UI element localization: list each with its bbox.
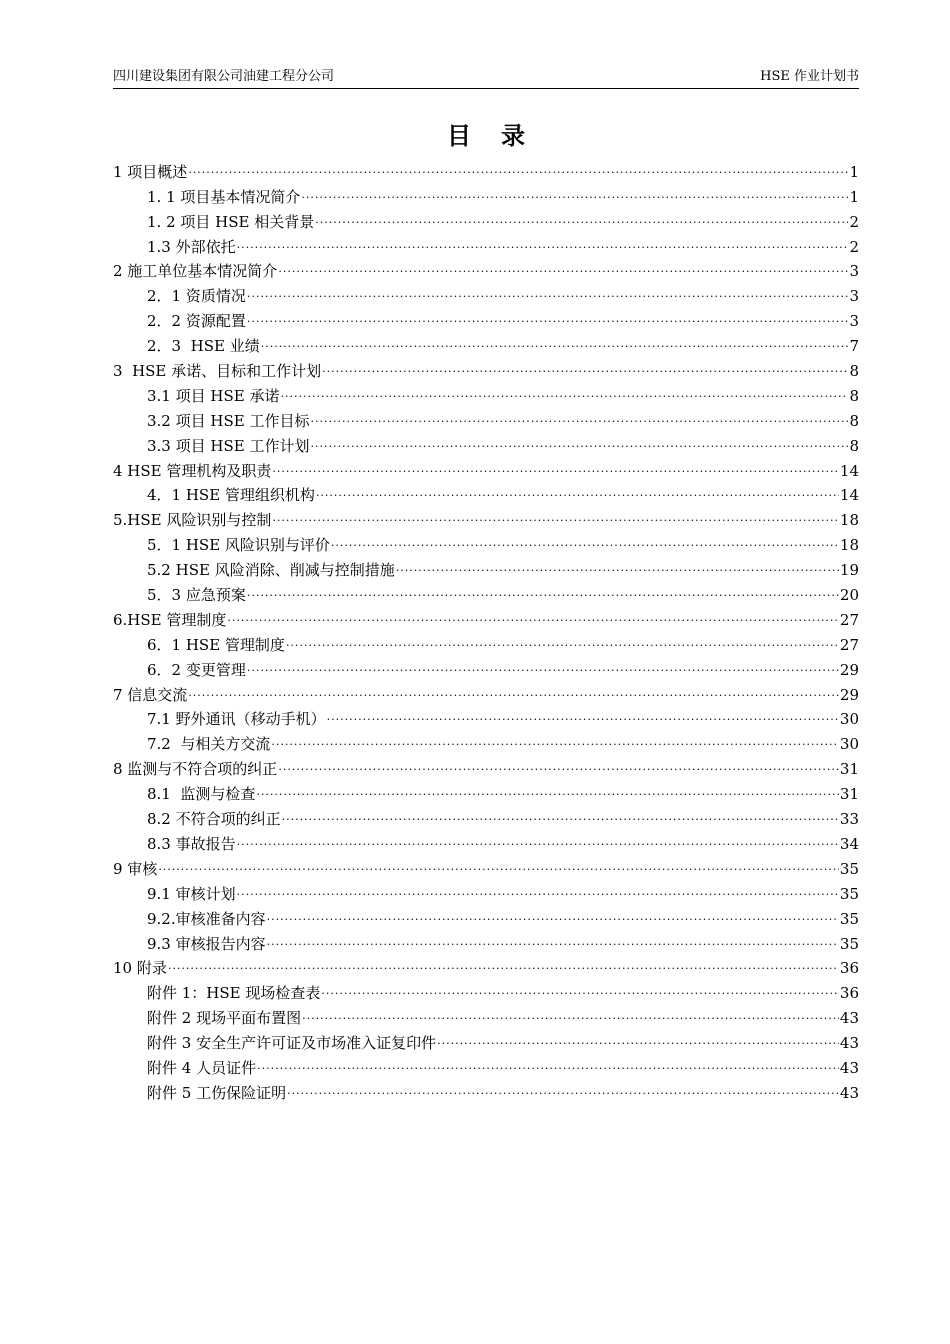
toc-entry-label: 8.3 事故报告 (147, 834, 236, 853)
toc-entry-label: 2．3 HSE 业绩 (147, 337, 260, 356)
toc-entry-label: 2．1 资质情况 (147, 287, 246, 306)
toc-entry-page: 14 (839, 486, 859, 505)
toc-entry-level2[interactable] (113, 1003, 859, 1028)
toc-entry-level2[interactable] (113, 804, 859, 829)
toc-entry-level2[interactable] (113, 306, 859, 331)
toc-entry-level2[interactable] (113, 1053, 859, 1078)
toc-entry-level2[interactable] (113, 381, 859, 406)
toc-leader-dots (437, 1033, 839, 1049)
toc-entry-page: 3 (849, 312, 859, 331)
toc-entry-page: 43 (839, 1009, 859, 1028)
toc-entry-label: 附件 3 安全生产许可证及市场准入证复印件 (147, 1034, 437, 1053)
toc-entry-page: 1 (849, 162, 859, 181)
toc-entry-level2[interactable] (113, 555, 859, 580)
toc-leader-dots (227, 610, 839, 626)
toc-entry-label: 9 审核 (113, 859, 158, 878)
header-company: 四川建设集团有限公司油建工程分公司 (113, 69, 335, 84)
toc-leader-dots (301, 187, 848, 203)
toc-entry-level2[interactable] (113, 1078, 859, 1103)
toc-leader-dots (315, 212, 848, 228)
toc-leader-dots (237, 834, 839, 850)
toc-entry-level1[interactable] (113, 356, 859, 381)
toc-entry-label: 9.1 审核计划 (147, 884, 236, 903)
toc-entry-label: 10 附录 (113, 959, 167, 978)
toc-entry-label: 8.1 监测与检查 (147, 785, 256, 804)
toc-entry-page: 18 (839, 536, 859, 555)
toc-entry-page: 3 (849, 287, 859, 306)
toc-entry-level1[interactable] (113, 257, 859, 282)
toc-entry-label: 3.3 项目 HSE 工作计划 (147, 436, 310, 455)
toc-entry-level2[interactable] (113, 1028, 859, 1053)
toc-entry-label: 1 项目概述 (113, 162, 188, 181)
toc-entry-page: 35 (839, 934, 859, 953)
toc-entry-level2[interactable] (113, 182, 859, 207)
toc-entry-page: 34 (839, 834, 859, 853)
toc-entry-label: 5.2 HSE 风险消除、削减与控制措施 (147, 561, 395, 580)
toc-title: 目录 (447, 122, 555, 150)
toc-leader-dots (396, 560, 839, 576)
toc-entry-level1[interactable] (113, 754, 859, 779)
toc-entry-level1[interactable] (113, 954, 859, 979)
toc-entry-level1[interactable] (113, 157, 859, 182)
toc-entry-label: 附件 5 工伤保险证明 (147, 1083, 287, 1102)
header-doc-title: HSE 作业计划书 (760, 69, 859, 84)
toc-entry-page: 27 (839, 610, 859, 629)
toc-entry-label: 7.2 与相关方交流 (147, 735, 271, 754)
toc-leader-dots (267, 909, 839, 925)
toc-entry-level2[interactable] (113, 232, 859, 257)
toc-entry-label: 6．2 变更管理 (147, 660, 246, 679)
toc-entry-label: 7.1 野外通讯（移动手机） (147, 710, 326, 729)
toc-entry-page: 35 (839, 884, 859, 903)
toc-entry-label: 9.2.审核准备内容 (147, 909, 266, 928)
toc-entry-page: 2 (849, 237, 859, 256)
toc-leader-dots (286, 635, 839, 651)
toc-entry-label: 3.1 项目 HSE 承诺 (147, 386, 280, 405)
toc-entry-page: 1 (849, 187, 859, 206)
toc-entry-page: 20 (839, 586, 859, 605)
toc-leader-dots (237, 884, 839, 900)
toc-leader-dots (168, 958, 839, 974)
toc-entry-level2[interactable] (113, 530, 859, 555)
toc-leader-dots (247, 585, 839, 601)
toc-entry-level2[interactable] (113, 829, 859, 854)
toc-leader-dots (271, 734, 839, 750)
toc-entry-label: 3.2 项目 HSE 工作目标 (147, 411, 310, 430)
toc-leader-dots (257, 1058, 839, 1074)
toc-leader-dots (188, 162, 848, 178)
toc-leader-dots (310, 411, 848, 427)
toc-entry-page: 29 (839, 660, 859, 679)
toc-leader-dots (327, 709, 839, 725)
toc-entry-level2[interactable] (113, 655, 859, 680)
toc-leader-dots (280, 386, 848, 402)
table-of-contents (113, 157, 859, 1103)
toc-entry-label: 附件 4 人员证件 (147, 1058, 257, 1077)
toc-entry-page: 8 (849, 436, 859, 455)
toc-entry-page: 31 (839, 760, 859, 779)
toc-entry-page: 19 (839, 561, 859, 580)
toc-leader-dots (188, 685, 839, 701)
toc-entry-level2[interactable] (113, 705, 859, 730)
toc-entry-label: 4．1 HSE 管理组织机构 (147, 486, 315, 505)
toc-entry-page: 14 (839, 461, 859, 480)
toc-entry-label: 2 施工单位基本情况简介 (113, 262, 278, 281)
toc-entry-label: 5．3 应急预案 (147, 586, 246, 605)
toc-leader-dots (316, 485, 839, 501)
toc-entry-page: 35 (839, 859, 859, 878)
toc-entry-page: 36 (839, 959, 859, 978)
toc-leader-dots (331, 535, 839, 551)
toc-entry-label: 9.3 审核报告内容 (147, 934, 266, 953)
toc-entry-level2[interactable] (113, 431, 859, 456)
toc-leader-dots (256, 784, 839, 800)
toc-entry-page: 31 (839, 785, 859, 804)
toc-entry-label: 4 HSE 管理机构及职责 (113, 461, 272, 480)
toc-entry-label: 7 信息交流 (113, 685, 188, 704)
toc-entry-level2[interactable] (113, 929, 859, 954)
toc-entry-page: 33 (839, 810, 859, 829)
toc-entry-label: 8.2 不符合项的纠正 (147, 810, 281, 829)
toc-entry-level2[interactable] (113, 729, 859, 754)
toc-leader-dots (237, 237, 849, 253)
toc-entry-page: 43 (839, 1034, 859, 1053)
toc-entry-label: 5.HSE 风险识别与控制 (113, 511, 272, 530)
toc-entry-level2[interactable] (113, 630, 859, 655)
toc-leader-dots (267, 934, 839, 950)
toc-entry-level1[interactable] (113, 456, 859, 481)
toc-entry-level2[interactable] (113, 481, 859, 506)
toc-entry-page: 36 (839, 984, 859, 1003)
toc-entry-page: 2 (849, 212, 859, 231)
toc-entry-label: 6.HSE 管理制度 (113, 610, 227, 629)
toc-entry-page: 29 (839, 685, 859, 704)
toc-entry-label: 1. 1 项目基本情况简介 (147, 187, 301, 206)
toc-leader-dots (272, 461, 839, 477)
toc-entry-level2[interactable] (113, 207, 859, 232)
toc-entry-level1[interactable] (113, 854, 859, 879)
toc-leader-dots (247, 660, 839, 676)
toc-entry-page: 30 (839, 710, 859, 729)
toc-entry-level2[interactable] (113, 879, 859, 904)
toc-leader-dots (278, 261, 848, 277)
toc-leader-dots (302, 1008, 839, 1024)
toc-entry-label: 6．1 HSE 管理制度 (147, 635, 285, 654)
toc-entry-label: 3 HSE 承诺、目标和工作计划 (113, 362, 322, 381)
toc-entry-page: 18 (839, 511, 859, 530)
toc-entry-page: 8 (849, 362, 859, 381)
toc-entry-level2[interactable] (113, 331, 859, 356)
toc-entry-label: 8 监测与不符合项的纠正 (113, 760, 278, 779)
toc-entry-page: 3 (849, 262, 859, 281)
toc-leader-dots (272, 510, 839, 526)
toc-entry-label: 1.3 外部依托 (147, 237, 236, 256)
toc-leader-dots (310, 436, 848, 452)
toc-entry-level1[interactable] (113, 680, 859, 705)
toc-entry-page: 30 (839, 735, 859, 754)
toc-entry-label: 附件 1：HSE 现场检查表 (147, 984, 321, 1003)
toc-entry-level2[interactable] (113, 978, 859, 1003)
toc-entry-page: 35 (839, 909, 859, 928)
toc-entry-level2[interactable] (113, 904, 859, 929)
toc-leader-dots (287, 1083, 839, 1099)
toc-entry-page: 27 (839, 635, 859, 654)
toc-entry-label: 附件 2 现场平面布置图 (147, 1009, 302, 1028)
toc-entry-label: 1. 2 项目 HSE 相关背景 (147, 212, 315, 231)
toc-leader-dots (322, 361, 848, 377)
toc-entry-level2[interactable] (113, 406, 859, 431)
toc-entry-page: 8 (849, 386, 859, 405)
toc-leader-dots (278, 759, 839, 775)
toc-entry-level1[interactable] (113, 505, 859, 530)
toc-entry-label: 5．1 HSE 风险识别与评价 (147, 536, 330, 555)
page-header (113, 66, 859, 89)
toc-entry-page: 43 (839, 1058, 859, 1077)
toc-leader-dots (247, 311, 849, 327)
toc-entry-level1[interactable] (113, 605, 859, 630)
toc-entry-level2[interactable] (113, 281, 859, 306)
toc-entry-page: 43 (839, 1083, 859, 1102)
toc-leader-dots (321, 983, 839, 999)
toc-entry-level2[interactable] (113, 580, 859, 605)
toc-entry-page: 8 (849, 411, 859, 430)
toc-leader-dots (261, 336, 849, 352)
toc-entry-level2[interactable] (113, 779, 859, 804)
toc-entry-label: 2．2 资源配置 (147, 312, 246, 331)
toc-leader-dots (158, 859, 839, 875)
toc-leader-dots (247, 286, 849, 302)
toc-leader-dots (282, 809, 839, 825)
toc-entry-page: 7 (849, 337, 859, 356)
